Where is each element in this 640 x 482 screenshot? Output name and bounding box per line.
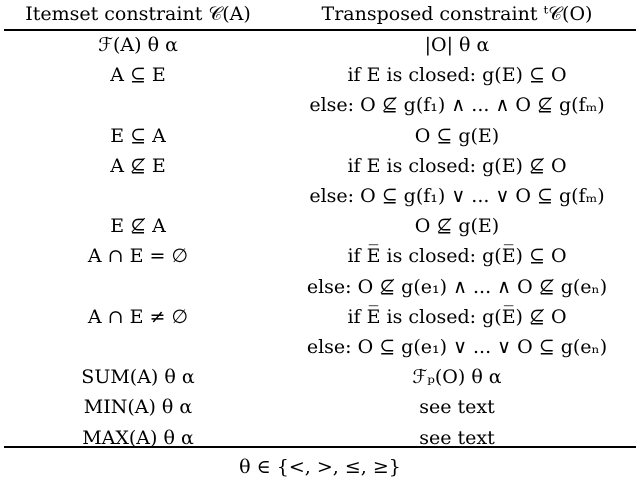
- cell-transposed-constraint: if E̅ is closed: g(E̅) ⊈ O: [347, 305, 567, 328]
- cell-transposed-constraint: O ⊈ g(E): [414, 215, 500, 238]
- cell-transposed-constraint: else: O ⊆ g(e₁) ∨ ... ∨ O ⊆ g(eₙ): [306, 336, 608, 358]
- cell-itemset-constraint: E ⊆ A: [110, 124, 166, 147]
- cell-transposed-constraint: |O| θ α: [424, 34, 490, 56]
- cell-transposed-constraint: O ⊆ g(E): [414, 124, 500, 147]
- table-footnote: θ ∈ {<, >, ≤, ≥}: [239, 456, 401, 478]
- cell-transposed-constraint: if E̅ is closed: g(E̅) ⊆ O: [347, 245, 567, 268]
- cell-itemset-constraint: E ⊈ A: [110, 215, 166, 238]
- cell-itemset-constraint: SUM(A) θ α: [81, 366, 195, 389]
- cell-transposed-constraint: see text: [419, 426, 495, 449]
- cell-transposed-constraint: ℱₚ(O) θ α: [412, 366, 502, 389]
- cell-itemset-constraint: A ∩ E = ∅: [87, 245, 189, 268]
- cell-transposed-constraint: if E is closed: g(E) ⊆ O: [347, 64, 567, 87]
- header-itemset-constraint: Itemset constraint 𝒞(A): [25, 3, 251, 25]
- cell-transposed-constraint: else: O ⊈ g(f₁) ∧ ... ∧ O ⊈ g(fₘ): [309, 94, 605, 117]
- cell-itemset-constraint: A ⊈ E: [110, 154, 166, 177]
- cell-itemset-constraint: MIN(A) θ α: [83, 396, 193, 419]
- cell-transposed-constraint: if E is closed: g(E) ⊈ O: [347, 154, 567, 177]
- cell-itemset-constraint: A ∩ E ≠ ∅: [87, 305, 189, 328]
- cell-transposed-constraint: else: O ⊈ g(e₁) ∧ ... ∧ O ⊈ g(eₙ): [306, 275, 608, 298]
- cell-itemset-constraint: MAX(A) θ α: [82, 426, 194, 449]
- cell-itemset-constraint: ℱ(A) θ α: [98, 34, 178, 56]
- cell-transposed-constraint: see text: [419, 396, 495, 419]
- cell-itemset-constraint: A ⊆ E: [110, 64, 166, 87]
- header-transposed-constraint: Transposed constraint ᵗ𝒞(O): [321, 3, 593, 25]
- cell-transposed-constraint: else: O ⊆ g(f₁) ∨ ... ∨ O ⊆ g(fₘ): [309, 185, 605, 207]
